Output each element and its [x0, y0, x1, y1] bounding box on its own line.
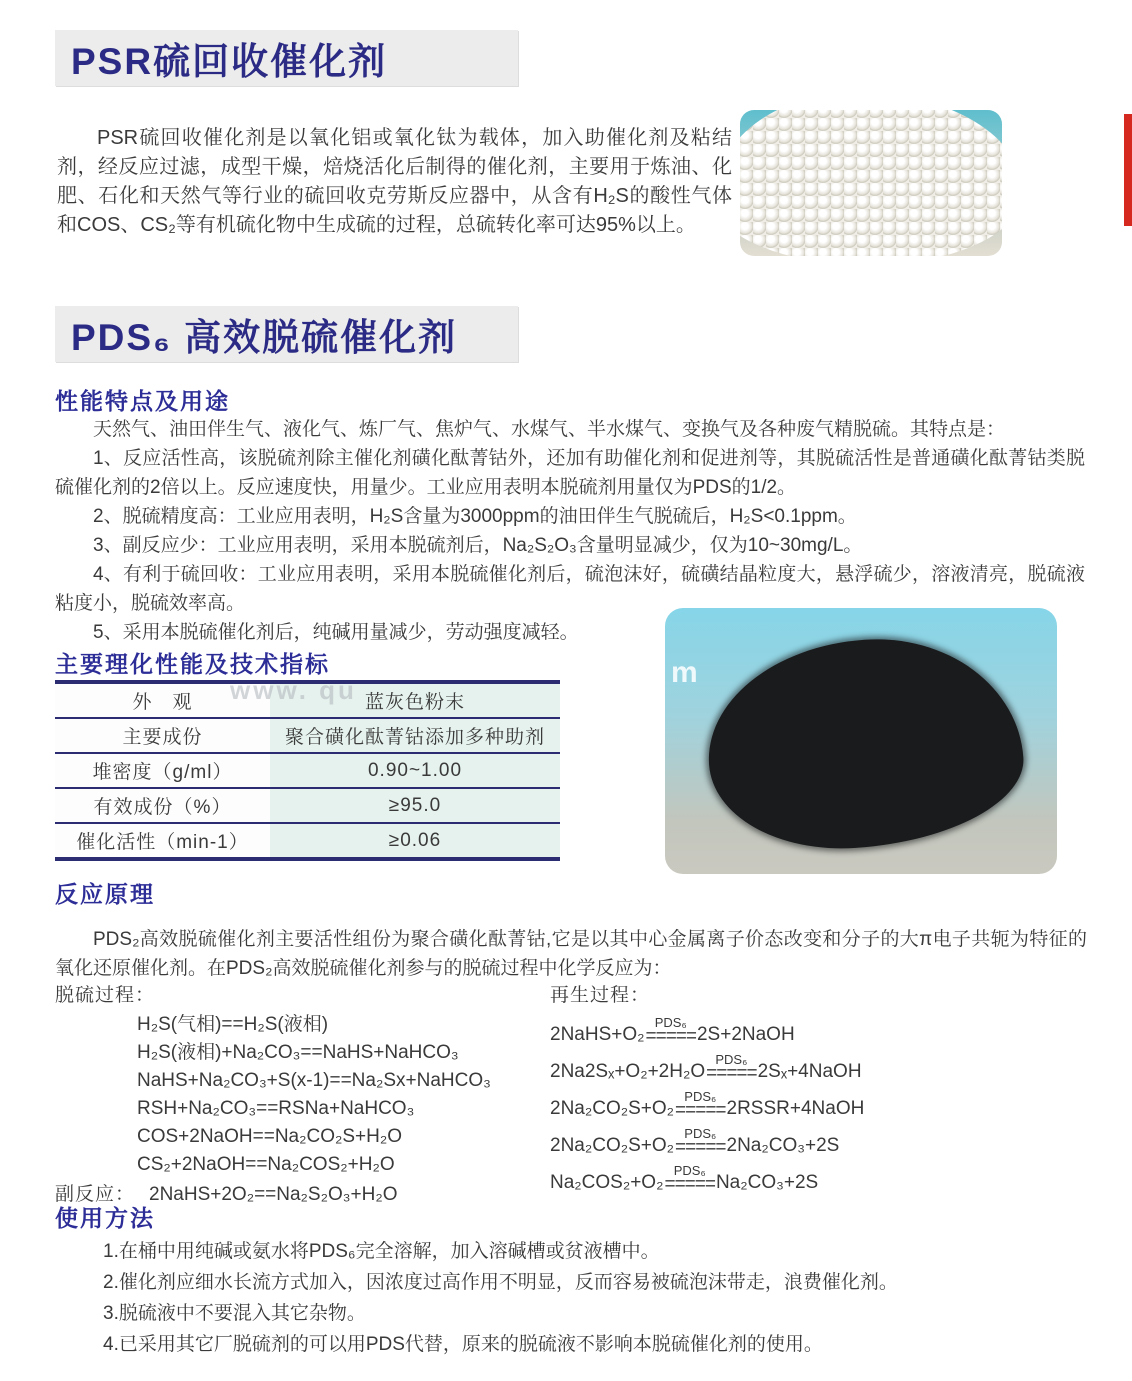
features-intro: 天然气、油田伴生气、液化气、炼厂气、焦炉气、水煤气、半水煤气、变换气及各种废气精脱硫。其特点是：	[93, 419, 1006, 440]
desulf-equation: CS₂+2NaOH==Na₂COS₂+H₂O	[137, 1154, 395, 1175]
regen-equation	[550, 1009, 1110, 1046]
equation-lhs: 2Na2Sₓ+O₂+2H₂O	[550, 1061, 706, 1082]
psr-title-bar	[55, 30, 518, 86]
desulf-equation: H₂S(液相)+Na₂CO₃==NaHS+NaHCO₃	[137, 1042, 459, 1063]
pds-title-bar	[55, 306, 518, 362]
row-value: 聚合磺化酞菁钴添加多种助剂	[270, 719, 560, 752]
desulf-equation: RSH+Na₂CO₃==RSNa+NaHCO₃	[137, 1098, 415, 1119]
desulfurization-column	[55, 980, 535, 1209]
usage-item: 4.已采用其它厂脱硫剂的可以用PDS代替，原来的脱硫液不影响本脱硫催化剂的使用。	[103, 1334, 823, 1355]
catalyst-over-equals	[675, 1090, 725, 1120]
side-reaction-label: 副反应：	[55, 1184, 136, 1205]
table-row	[55, 824, 560, 857]
psr-description: PSR硫回收催化剂是以氧化铝或氧化钛为载体，加入助催化剂及粘结剂，经反应过滤，成型干燥，焙烧活化后制得的催化剂，主要用于炼油、化肥、石化和天然气等行业的硫回收克劳斯反应器中，从含有H₂S的酸性气体和COS、CS₂等有机硫化物中生成硫的过程，总硫转化率可达95%以上。	[57, 127, 732, 236]
table-row	[55, 754, 560, 789]
catalyst-over-equals	[706, 1053, 756, 1083]
row-label: 有效成份（%）	[55, 789, 270, 822]
watermark-text: www. qu	[230, 675, 357, 705]
usage-block	[55, 1236, 1095, 1360]
granule-pile-texture	[740, 110, 1002, 256]
watermark-m: m	[671, 656, 698, 689]
equation-lhs: 2NaHS+O₂	[550, 1024, 645, 1045]
usage-item: 3.脱硫液中不要混入其它杂物。	[103, 1303, 366, 1324]
feature-item: 1、反应活性高，该脱硫剂除主催化剂磺化酞菁钴外，还加有助催化剂和促进剂等，其脱硫活性是普通磺化酞菁钴类脱硫催化剂的2倍以上。反应速度快，用量少。工业应用表明本脱硫剂用量仅为PDS的1/2。	[55, 448, 1085, 498]
equation-rhs: Na₂CO₃+2S	[715, 1172, 819, 1193]
regen-equation	[550, 1157, 1110, 1194]
equation-rhs: 2Na₂CO₃+2S	[726, 1135, 840, 1156]
row-value: ≥95.0	[270, 789, 560, 822]
feature-item: 2、脱硫精度高：工业应用表明，H₂S含量为3000ppm的油田伴生气脱硫后，H₂S<0.1ppm。	[93, 506, 857, 527]
table-row	[55, 719, 560, 754]
feature-item: 5、采用本脱硫催化剂后，纯碱用量减少，劳动强度减轻。	[93, 622, 579, 643]
row-label: 外 观	[55, 684, 270, 717]
row-value: ≥0.06	[270, 824, 560, 857]
equals-sign: =====	[664, 1174, 715, 1195]
regen-equation	[550, 1120, 1110, 1157]
feature-item: 4、有利于硫回收：工业应用表明，采用本脱硫催化剂后，硫泡沫好，硫磺结晶粒度大，悬浮硫少，溶液清亮，脱硫液粘度小，脱硫效率高。	[55, 564, 1085, 614]
equals-sign: =====	[645, 1026, 696, 1047]
usage-heading: 使用方法	[55, 1205, 155, 1231]
row-label: 催化活性（min-1）	[55, 824, 270, 857]
psr-title: PSR硫回收催化剂	[71, 41, 388, 82]
pds-title: PDS₆ 高效脱硫催化剂	[71, 317, 458, 358]
features-heading: 性能特点及用途	[55, 388, 230, 414]
table-row	[55, 684, 560, 719]
equation-rhs: 2S+2NaOH	[696, 1024, 795, 1045]
desulf-label: 脱硫过程：	[55, 985, 156, 1006]
row-value: 0.90~1.00	[270, 754, 560, 787]
row-label: 堆密度（g/ml）	[55, 754, 270, 787]
usage-item: 2.催化剂应细水长流方式加入，因浓度过高作用不明显，反而容易被硫泡沫带走，浪费催化剂。	[103, 1272, 898, 1293]
white-granules-photo	[740, 110, 1002, 256]
red-edge-mark	[1124, 114, 1132, 226]
feature-item: 3、副反应少：工业应用表明，采用本脱硫剂后，Na₂S₂O₃含量明显减少，仅为10~30mg/L。	[93, 535, 863, 556]
pds-catalyst-label: PDS₆	[684, 1126, 717, 1141]
regen-equation	[550, 1083, 1110, 1120]
equation-rhs: 2RSSR+4NaOH	[726, 1098, 865, 1119]
catalyst-over-equals	[664, 1164, 714, 1194]
desulf-equation: COS+2NaOH==Na₂CO₂S+H₂O	[137, 1126, 402, 1147]
side-reaction-equation: 2NaHS+2O₂==Na₂S₂O₃+H₂O	[149, 1184, 398, 1205]
specs-table	[55, 680, 560, 861]
principle-heading: 反应原理	[55, 881, 155, 907]
desulf-equation: NaHS+Na₂CO₃+S(x-1)==Na₂Sx+NaHCO₃	[137, 1070, 491, 1091]
regeneration-column	[550, 980, 1110, 1194]
catalyst-over-equals	[646, 1016, 696, 1046]
regen-label: 再生过程：	[550, 985, 651, 1006]
desulf-equation: H₂S(气相)==H₂S(液相)	[137, 1014, 329, 1035]
pds-catalyst-label: PDS₆	[673, 1163, 706, 1178]
equals-sign: =====	[675, 1100, 726, 1121]
equals-sign: =====	[706, 1063, 757, 1084]
table-row	[55, 789, 560, 824]
row-value: 蓝灰色粉末	[270, 684, 560, 717]
regen-equation	[550, 1046, 1110, 1083]
equation-rhs: 2Sₓ+4NaOH	[757, 1061, 862, 1082]
equation-lhs: 2Na₂CO₂S+O₂	[550, 1135, 675, 1156]
row-label: 主要成份	[55, 719, 270, 752]
pds-catalyst-label: PDS₆	[715, 1052, 748, 1067]
catalyst-over-equals	[675, 1127, 725, 1157]
principle-description: PDS₂高效脱硫催化剂主要活性组份为聚合磺化酞菁钴,它是以其中心金属离子价态改变和分子的大π电子共轭为特征的氧化还原催化剂。在PDS₂高效脱硫催化剂参与的脱硫过程中化学反应为：	[55, 929, 1087, 979]
equation-lhs: Na₂COS₂+O₂	[550, 1172, 664, 1193]
pds-catalyst-label: PDS₆	[654, 1015, 687, 1030]
equation-lhs: 2Na₂CO₂S+O₂	[550, 1098, 675, 1119]
black-powder-photo	[665, 608, 1057, 874]
equals-sign: =====	[675, 1137, 726, 1158]
pds-catalyst-label: PDS₆	[684, 1089, 717, 1104]
usage-item: 1.在桶中用纯碱或氨水将PDS₆完全溶解，加入溶碱槽或贫液槽中。	[103, 1241, 660, 1262]
specs-heading: 主要理化性能及技术指标	[55, 651, 330, 677]
black-powder-blob	[701, 629, 1028, 858]
